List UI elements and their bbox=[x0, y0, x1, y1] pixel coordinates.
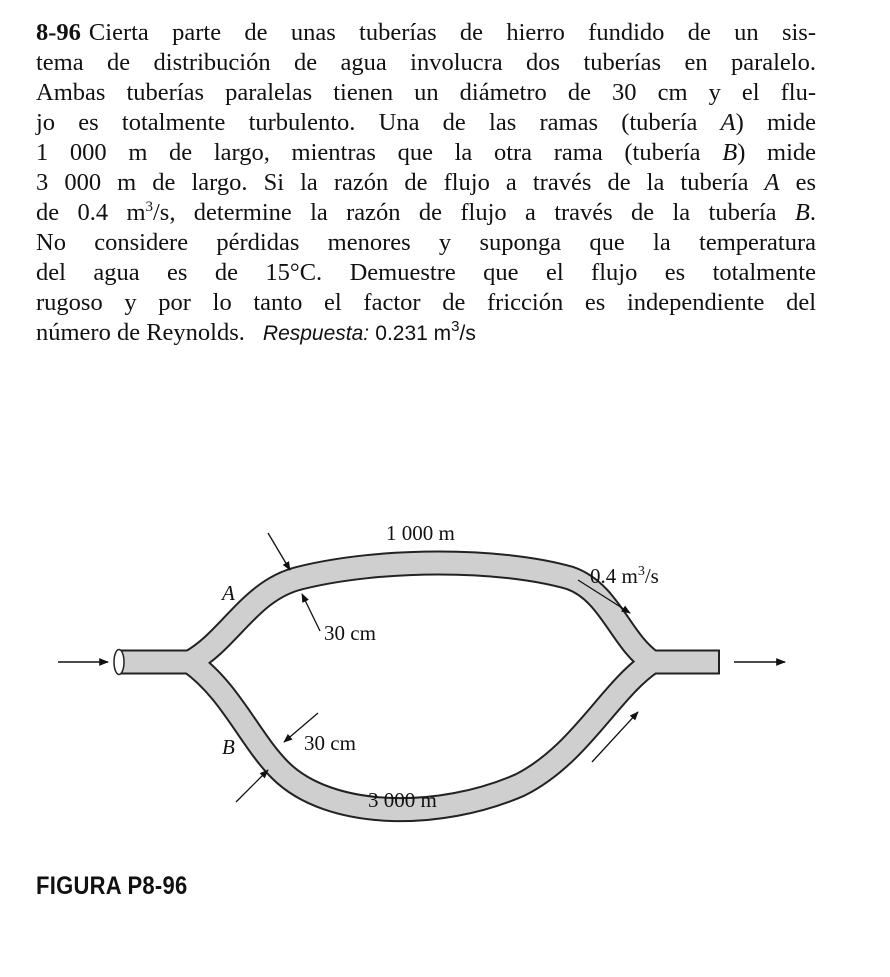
pipe-figure bbox=[0, 500, 890, 860]
outlet-end bbox=[718, 650, 720, 675]
problem-line-9: del agua es de 15°C. Demuestre que el flujo es totalmente bbox=[36, 259, 816, 286]
diameter-b-label: 30 cm bbox=[304, 731, 356, 755]
problem-line-4: jo es totalmente turbulento. Una de las ramas (tubería A) mide bbox=[36, 109, 816, 136]
pipe-fill bbox=[116, 563, 718, 810]
diameter-a-label: 30 cm bbox=[324, 621, 376, 645]
length-a-label: 1 000 m bbox=[386, 521, 455, 545]
problem-line-6: 3 000 m de largo. Si la razón de flujo a través de la tubería A es bbox=[36, 169, 817, 196]
pipe-a-label: A bbox=[222, 581, 235, 605]
problem-line-8: No considere pérdidas menores y suponga que la temperatura bbox=[36, 229, 816, 256]
pipe-b-label: B bbox=[222, 735, 235, 759]
problem-statement bbox=[36, 18, 816, 349]
pipe-a-ref: A bbox=[720, 109, 736, 136]
problem-line-11: número de Reynolds. Respuesta: 0.231 $m^3/s$ bbox=[36, 318, 476, 346]
answer-label: Respuesta: bbox=[262, 322, 370, 345]
problem-line-3: Ambas tuberías paralelas tienen un diámetro de 30 cm y el flu- bbox=[36, 79, 816, 106]
length-b-label: 3 000 m bbox=[368, 788, 437, 812]
problem-number: 8-96 bbox=[36, 19, 81, 46]
answer-value: 0.231 $m^3/s$ bbox=[375, 318, 476, 345]
diameter-a-arrow bbox=[302, 594, 320, 631]
problem-line-10: rugoso y por lo tanto el factor de fricción es independiente del bbox=[36, 289, 816, 316]
pipe-b-pointer bbox=[236, 770, 268, 802]
pipe-diagram bbox=[0, 500, 890, 860]
flow-a-label: 0.4 $m^3/s$ bbox=[590, 564, 659, 588]
problem-line-1: 8-96 Cierta parte de unas tuberías de hierro fundido de un sis- bbox=[36, 19, 816, 46]
figure-caption: FIGURA P8-96 bbox=[36, 872, 188, 900]
problem-line-5: 1 000 m de largo, mientras que la otra rama (tubería B) mide bbox=[36, 139, 817, 166]
problem-line-2: tema de distribución de agua involucra dos tuberías en paralelo. bbox=[36, 49, 816, 76]
inlet-end bbox=[114, 650, 124, 675]
problem-line-7: de 0.4 $m^3/s$, determine la razón de flujo a través de la tubería B. bbox=[36, 199, 817, 226]
pipe-b-ref: B bbox=[722, 139, 738, 166]
pipe-a-pointer bbox=[268, 533, 290, 570]
